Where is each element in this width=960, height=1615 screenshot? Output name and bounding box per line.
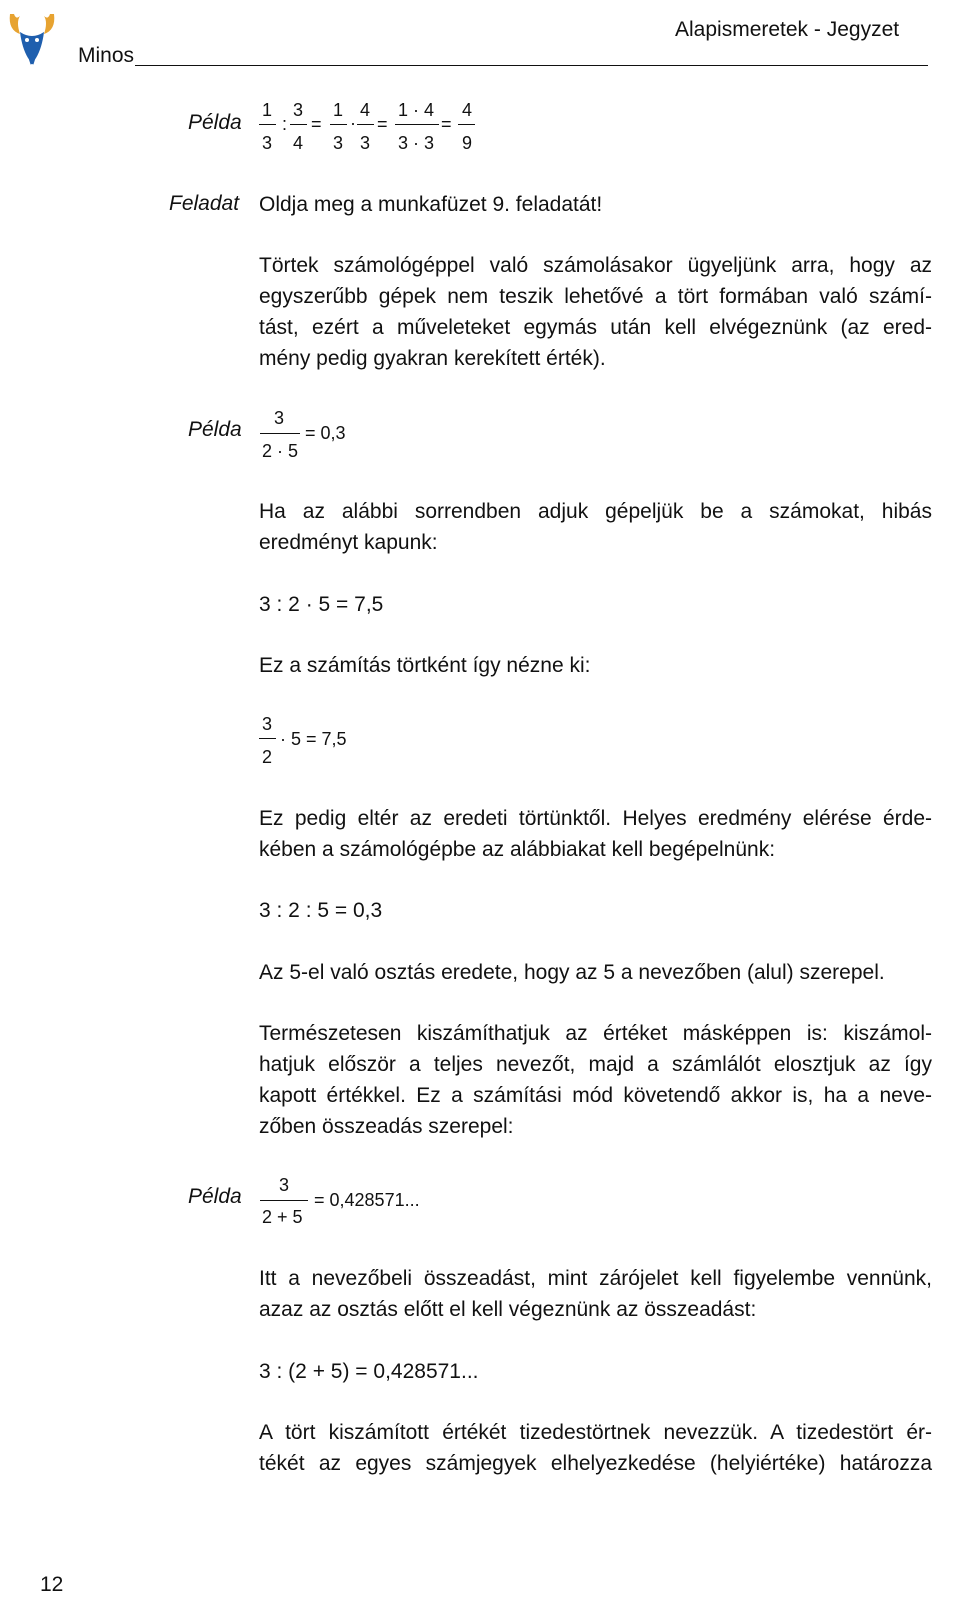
paragraph-6-line-3: kapott értékkel. Ez a számítási mód követendő akkor is, ha a neve-	[259, 1084, 932, 1107]
ex3-denominator: 2 + 5	[262, 1207, 303, 1227]
ex3-bar	[260, 1200, 308, 1201]
equation-2: 3 : 2 : 5 = 0,3	[259, 899, 383, 922]
f1-numerator: 1	[262, 100, 273, 120]
task-text: Oldja meg a munkafüzet 9. feladatát!	[259, 193, 603, 216]
f6-bar	[458, 124, 475, 125]
paragraph-7-line-2: azaz az osztás előtt el kell végeznünk az összeadást:	[259, 1298, 757, 1321]
paragraph-1-line-4: mény pedig gyakran kerekített érték).	[259, 347, 606, 370]
ex2-denominator: 2 · 5	[262, 441, 299, 461]
f5-bar	[395, 124, 439, 125]
paragraph-8-line-1: A tört kiszámított értékét tizedestörtnek nevezzük. A tizedestört ér-	[259, 1421, 932, 1444]
task-label: Feladat	[169, 192, 240, 215]
paragraph-4-line-1: Ez pedig eltér az eredeti törtünktől. Helyes eredmény elérése érde-	[259, 807, 932, 830]
equation-3: 3 : (2 + 5) = 0,428571...	[259, 1360, 479, 1383]
ex3-result: = 0,428571...	[314, 1190, 420, 1210]
ex2-result: = 0,3	[305, 423, 346, 443]
f4-denominator: 3	[360, 133, 371, 153]
paragraph-4-line-2: kében a számológépbe az alábbiakat kell begépelnünk:	[259, 838, 776, 861]
header-right-title: Alapismeretek - Jegyzet	[675, 18, 900, 41]
paragraph-1	[259, 250, 932, 374]
ex3-numerator: 3	[279, 1175, 290, 1195]
example-label-3: Példa	[188, 1185, 242, 1208]
example-label-2: Példa	[188, 418, 242, 441]
paragraph-1-line-2: egyszerűbb gépek nem teszik lehetővé a tört formában való számí-	[259, 285, 932, 308]
paragraph-5: Az 5-el való osztás eredete, hogy az 5 a nevezőben (alul) szerepel.	[259, 961, 885, 984]
colon-operator: :	[282, 114, 288, 134]
ex2-bar	[260, 433, 300, 434]
fraction-numerator: 3	[262, 714, 273, 734]
header-left-title: Minos	[78, 44, 135, 67]
equals-1: =	[311, 114, 322, 134]
example-label-1: Példa	[188, 111, 242, 134]
f3-bar	[330, 124, 347, 125]
f4-bar	[357, 124, 374, 125]
f1-denominator: 3	[262, 133, 273, 153]
f5-numerator: 1 · 4	[398, 100, 435, 120]
paragraph-8	[259, 1417, 932, 1479]
paragraph-3: Ez a számítás törtként így nézne ki:	[259, 654, 591, 677]
f5-denominator: 3 · 3	[398, 133, 435, 153]
paragraph-8-line-2: tékét az egyes számjegyek elhelyezkedése (helyiértéke) határozza	[259, 1452, 932, 1475]
f6-numerator: 4	[462, 100, 473, 120]
paragraph-6	[259, 1018, 932, 1142]
paragraph-2-line-2: eredményt kapunk:	[259, 531, 438, 554]
f2-numerator: 3	[293, 100, 304, 120]
equals-2: =	[377, 114, 388, 134]
paragraph-4	[259, 803, 932, 865]
header-rule	[135, 65, 928, 66]
paragraph-6-line-4: zőben összeadás szerepel:	[259, 1115, 514, 1138]
paragraph-1-line-1: Törtek számológéppel való számolásakor ügyeljünk arra, hogy az	[259, 254, 932, 277]
f3-denominator: 3	[333, 133, 344, 153]
equals-3: =	[441, 114, 452, 134]
f6-denominator: 9	[462, 133, 473, 153]
f2-denominator: 4	[293, 133, 304, 153]
f2-bar	[290, 124, 307, 125]
ex2-numerator: 3	[274, 408, 285, 428]
fraction-result: · 5 = 7,5	[280, 729, 347, 749]
paragraph-6-line-2: hatjuk először a teljes nevezőt, majd a számlálót elosztjuk az így	[259, 1053, 932, 1076]
dot-operator: ·	[350, 113, 356, 133]
equation-1: 3 : 2 · 5 = 7,5	[259, 593, 384, 616]
paragraph-6-line-1: Természetesen kiszámíthatjuk az értéket másképpen is: kiszámol-	[259, 1022, 932, 1045]
minos-logo	[6, 8, 58, 68]
paragraph-1-line-3: tást, ezért a műveleteket egymás után kell elvégeznünk (az ered-	[259, 316, 932, 339]
paragraph-7	[259, 1263, 932, 1325]
paragraph-2-line-1: Ha az alábbi sorrendben adjuk gépeljük be a számokat, hibás	[259, 500, 932, 523]
f1-bar	[259, 124, 276, 125]
fraction-bar	[259, 738, 276, 739]
paragraph-2	[259, 496, 932, 558]
page-number: 12	[40, 1573, 64, 1596]
paragraph-7-line-1: Itt a nevezőbeli összeadást, mint zárójelet kell figyelembe vennünk,	[259, 1267, 932, 1290]
f3-numerator: 1	[333, 100, 344, 120]
f4-numerator: 4	[360, 100, 371, 120]
bull-head-logo-icon	[6, 8, 58, 68]
fraction-denominator: 2	[262, 747, 273, 767]
